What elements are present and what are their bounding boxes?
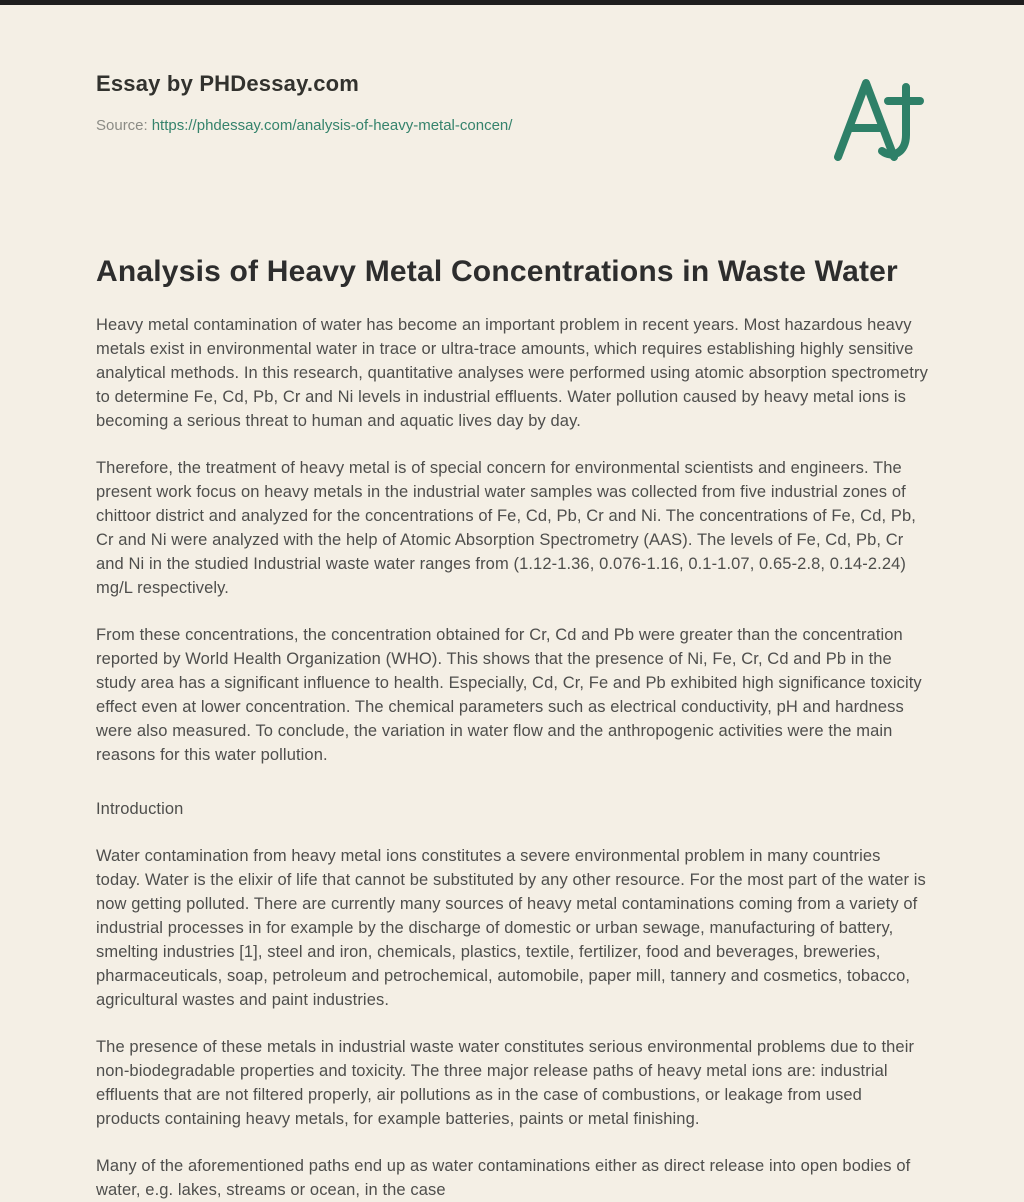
source-line <box>96 117 512 134</box>
intro-paragraph-3: Many of the aforementioned paths end up as water contaminations either as direct release into open bodies of water, e.g. lakes, streams or ocean, in the case <box>96 1157 911 1199</box>
intro-paragraph-1: Water contamination from heavy metal ions constitutes a severe environmental problem in many countries today. Water is the elixir of life that cannot be substituted by any other resource. For the most part of the water is now getting polluted. There are currently many sources of heavy metal contaminations coming from a variety of industrial processes in for example by the discharge of domestic or urban sewage, manufacturing of battery, smelting industries [1], steel and iron, chemicals, plastics, textile, fertilizer, food and beverages, breweries, pharmaceuticals, soap, petroleum and petrochemical, automobile, paper mill, tannery and cosmetics, tobacco, agricultural wastes and paint industries. <box>96 847 926 1009</box>
section-heading-introduction: Introduction <box>96 800 184 818</box>
abstract-paragraph-3: From these concentrations, the concentration obtained for Cr, Cd and Pb were greater than the concentration reported by World Health Organization (WHO). This shows that the presence of Ni, Fe, Cr, Cd and Pb in the study area has a significant influence to health. Especially, Cd, Cr, Fe and Pb exhibited high significance toxicity effect even at lower concentration. The chemical parameters such as electrical conductivity, pH and hardness were also measured. To conclude, the variation in water flow and the anthropogenic activities were the main reasons for this water pollution. <box>96 626 922 764</box>
intro-paragraph-2: The presence of these metals in industrial waste water constitutes serious environmental problems due to their non-biodegradable properties and toxicity. The three major release paths of heavy metal ions are: industrial effluents that are not filtered properly, air pollutions as in the case of combustions, or leakage from used products containing heavy metals, for example batteries, paints or metal finishing. <box>96 1038 915 1128</box>
abstract-paragraph-1: Heavy metal contamination of water has become an important problem in recent years. Most hazardous heavy metals exist in environmental water in trace or ultra-trace amounts, which requires establishing highly sensitive analytical methods. In this research, quantitative analyses were performed using atomic absorption spectrometry to determine Fe, Cd, Pb, Cr and Ni levels in industrial effluents. Water pollution caused by heavy metal ions is becoming a serious threat to human and aquatic lives day by day. <box>96 316 928 430</box>
essay-page <box>0 5 1024 1202</box>
article-title: Analysis of Heavy Metal Concentrations in Waste Water <box>96 255 898 288</box>
page-header <box>96 5 928 168</box>
article <box>96 254 928 1202</box>
byline: Essay by PHDessay.com <box>96 71 360 96</box>
source-url-link[interactable]: https://phdessay.com/analysis-of-heavy-metal-concen/ <box>151 117 513 134</box>
phdessay-logo-icon <box>828 73 928 168</box>
source-label: Source: <box>96 117 148 134</box>
header-left <box>96 71 512 134</box>
abstract-paragraph-2: Therefore, the treatment of heavy metal is of special concern for environmental scientists and engineers. The present work focus on heavy metals in the industrial water samples was collected from five industrial zones of chittoor district and analyzed for the concentrations of Fe, Cd, Pb, Cr and Ni. The concentrations of Fe, Cd, Pb, Cr and Ni were analyzed with the help of Atomic Absorption Spectrometry (AAS). The levels of Fe, Cd, Pb, Cr and Ni in the studied Industrial waste water ranges from (1.12-1.36, 0.076-1.16, 0.1-1.07, 0.65-2.8, 0.14-2.24) mg/L respectively. <box>96 459 916 597</box>
